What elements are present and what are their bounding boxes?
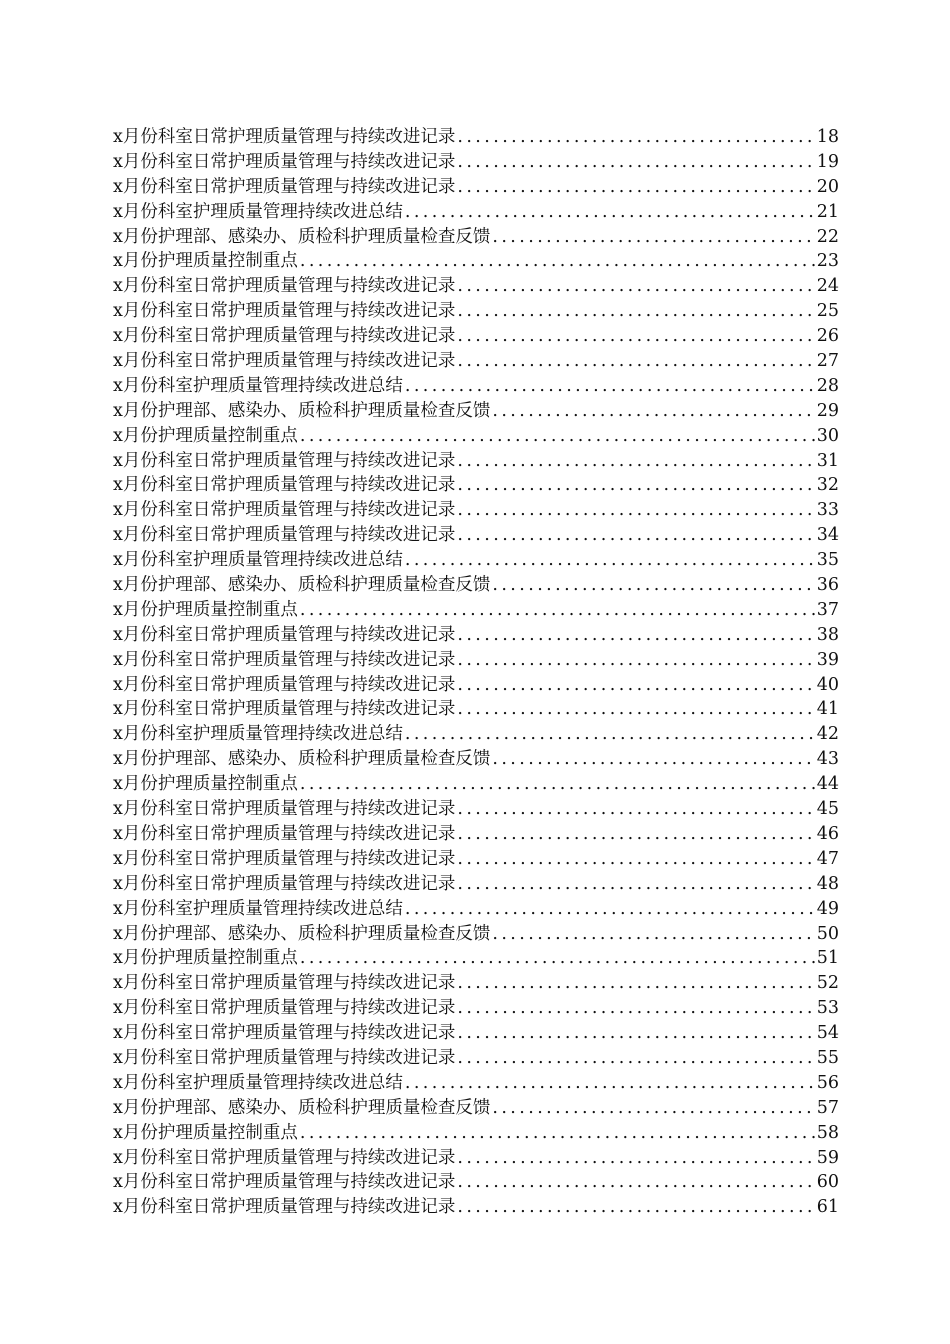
toc-dot-leader (298, 772, 815, 797)
toc-dot-leader (455, 523, 814, 548)
toc-entry-page-number: 24 (816, 276, 839, 297)
toc-entry[interactable] (113, 374, 839, 399)
toc-entry-page-number: 60 (816, 1172, 839, 1193)
toc-entry-title: x月份护理质量控制重点 (113, 1122, 298, 1143)
toc-entry[interactable] (113, 822, 839, 847)
toc-entry-page-number: 61 (816, 1197, 839, 1218)
toc-dot-leader (455, 872, 814, 897)
toc-dot-leader (455, 449, 814, 474)
toc-entry[interactable] (113, 697, 839, 722)
toc-entry-page-number: 33 (816, 500, 839, 521)
toc-dot-leader (455, 299, 814, 324)
toc-dot-leader (490, 399, 814, 424)
toc-entry[interactable] (113, 324, 839, 349)
toc-entry-title: x月份科室日常护理质量管理与持续改进记录 (113, 1147, 456, 1168)
toc-entry[interactable] (113, 349, 839, 374)
toc-entry-page-number: 49 (816, 898, 839, 919)
toc-entry[interactable] (113, 971, 839, 996)
toc-entry-page-number: 36 (816, 575, 839, 596)
toc-entry[interactable] (113, 922, 839, 947)
toc-entry-page-number: 58 (816, 1122, 839, 1143)
toc-entry-page-number: 54 (816, 1023, 839, 1044)
toc-entry[interactable] (113, 1096, 839, 1121)
toc-dot-leader (298, 249, 815, 274)
toc-entry-title: x月份科室日常护理质量管理与持续改进记录 (113, 674, 456, 695)
toc-entry[interactable] (113, 1195, 839, 1220)
toc-entry-page-number: 40 (816, 674, 839, 695)
toc-dot-leader (455, 623, 814, 648)
toc-entry[interactable] (113, 673, 839, 698)
toc-dot-leader (455, 498, 814, 523)
toc-entry-title: x月份科室日常护理质量管理与持续改进记录 (113, 624, 456, 645)
toc-entry[interactable] (113, 150, 839, 175)
toc-entry-title: x月份护理部、感染办、质检科护理质量检查反馈 (113, 749, 491, 770)
toc-entry[interactable] (113, 274, 839, 299)
toc-entry[interactable] (113, 1121, 839, 1146)
toc-dot-leader (403, 548, 815, 573)
toc-dot-leader (490, 1096, 814, 1121)
toc-dot-leader (455, 822, 814, 847)
toc-entry[interactable] (113, 498, 839, 523)
toc-entry-page-number: 28 (816, 375, 839, 396)
toc-entry-page-number: 19 (816, 151, 839, 172)
toc-entry-title: x月份科室护理质量管理持续改进总结 (113, 1072, 403, 1093)
toc-entry[interactable] (113, 797, 839, 822)
toc-dot-leader (455, 1046, 814, 1071)
toc-entry-page-number: 51 (816, 948, 839, 969)
toc-dot-leader (455, 473, 814, 498)
toc-entry-page-number: 57 (816, 1097, 839, 1118)
toc-entry-page-number: 46 (816, 823, 839, 844)
toc-entry-title: x月份科室日常护理质量管理与持续改进记录 (113, 1023, 456, 1044)
toc-dot-leader (403, 897, 815, 922)
toc-entry[interactable] (113, 299, 839, 324)
toc-entry-page-number: 44 (816, 774, 839, 795)
toc-dot-leader (455, 847, 814, 872)
toc-dot-leader (455, 150, 814, 175)
toc-entry-title: x月份护理质量控制重点 (113, 948, 298, 969)
toc-entry-page-number: 37 (816, 599, 839, 620)
toc-entry[interactable] (113, 847, 839, 872)
toc-entry-title: x月份科室日常护理质量管理与持续改进记录 (113, 525, 456, 546)
toc-entry-page-number: 34 (816, 525, 839, 546)
toc-entry-page-number: 38 (816, 624, 839, 645)
toc-dot-leader (403, 374, 815, 399)
toc-dot-leader (455, 324, 814, 349)
toc-entry-title: x月份科室日常护理质量管理与持续改进记录 (113, 649, 456, 670)
toc-entry[interactable] (113, 249, 839, 274)
toc-entry-title: x月份科室日常护理质量管理与持续改进记录 (113, 351, 456, 372)
toc-entry-title: x月份科室日常护理质量管理与持续改进记录 (113, 799, 456, 820)
toc-entry-page-number: 23 (816, 251, 839, 272)
table-of-contents (113, 125, 839, 1220)
toc-dot-leader (490, 922, 814, 947)
toc-entry[interactable] (113, 1046, 839, 1071)
toc-entry-title: x月份科室日常护理质量管理与持续改进记录 (113, 848, 456, 869)
toc-entry-page-number: 29 (816, 400, 839, 421)
toc-entry-page-number: 20 (816, 176, 839, 197)
toc-entry-title: x月份科室日常护理质量管理与持续改进记录 (113, 326, 456, 347)
toc-entry[interactable] (113, 722, 839, 747)
toc-entry[interactable] (113, 897, 839, 922)
toc-entry-page-number: 30 (816, 425, 839, 446)
toc-entry[interactable] (113, 175, 839, 200)
toc-entry[interactable] (113, 747, 839, 772)
toc-dot-leader (298, 424, 815, 449)
toc-entry-title: x月份科室日常护理质量管理与持续改进记录 (113, 500, 456, 521)
toc-entry-page-number: 25 (816, 301, 839, 322)
toc-entry-page-number: 42 (816, 724, 839, 745)
toc-entry-title: x月份科室日常护理质量管理与持续改进记录 (113, 127, 456, 147)
toc-entry-title: x月份科室日常护理质量管理与持续改进记录 (113, 151, 456, 172)
toc-entry-page-number: 47 (816, 848, 839, 869)
toc-entry[interactable] (113, 399, 839, 424)
toc-dot-leader (455, 1195, 814, 1220)
toc-dot-leader (298, 598, 815, 623)
toc-entry-page-number: 59 (816, 1147, 839, 1168)
toc-entry[interactable] (113, 1021, 839, 1046)
toc-entry-title: x月份护理部、感染办、质检科护理质量检查反馈 (113, 575, 491, 596)
toc-entry-title: x月份科室护理质量管理持续改进总结 (113, 201, 403, 222)
toc-entry-title: x月份科室护理质量管理持续改进总结 (113, 898, 403, 919)
toc-entry-page-number: 55 (816, 1047, 839, 1068)
toc-entry-title: x月份护理部、感染办、质检科护理质量检查反馈 (113, 923, 491, 944)
toc-dot-leader (455, 349, 814, 374)
toc-dot-leader (455, 697, 814, 722)
toc-dot-leader (455, 971, 814, 996)
toc-entry[interactable] (113, 946, 839, 971)
toc-entry-title: x月份护理质量控制重点 (113, 774, 298, 795)
toc-entry-title: x月份护理部、感染办、质检科护理质量检查反馈 (113, 226, 491, 247)
toc-entry-page-number: 35 (816, 550, 839, 571)
toc-entry[interactable] (113, 648, 839, 673)
toc-entry-title: x月份护理部、感染办、质检科护理质量检查反馈 (113, 1097, 491, 1118)
toc-entry[interactable] (113, 548, 839, 573)
toc-dot-leader (490, 225, 814, 250)
toc-entry-title: x月份科室日常护理质量管理与持续改进记录 (113, 699, 456, 720)
toc-entry-page-number: 21 (816, 201, 839, 222)
toc-entry-page-number: 50 (816, 923, 839, 944)
toc-dot-leader (403, 1071, 815, 1096)
toc-entry[interactable] (113, 1071, 839, 1096)
toc-entry[interactable] (113, 772, 839, 797)
toc-dot-leader (455, 125, 814, 150)
toc-entry[interactable] (113, 125, 839, 150)
toc-entry-title: x月份科室日常护理质量管理与持续改进记录 (113, 973, 456, 994)
toc-entry-title: x月份科室护理质量管理持续改进总结 (113, 375, 403, 396)
toc-entry-title: x月份科室日常护理质量管理与持续改进记录 (113, 301, 456, 322)
toc-entry[interactable] (113, 225, 839, 250)
toc-entry-page-number: 56 (816, 1072, 839, 1093)
toc-entry-page-number: 41 (816, 699, 839, 720)
toc-entry[interactable] (113, 996, 839, 1021)
toc-entry[interactable] (113, 598, 839, 623)
toc-entry-title: x月份科室日常护理质量管理与持续改进记录 (113, 276, 456, 297)
toc-entry[interactable] (113, 573, 839, 598)
toc-entry[interactable] (113, 1146, 839, 1171)
toc-entry-page-number: 22 (816, 226, 839, 247)
toc-entry-title: x月份科室日常护理质量管理与持续改进记录 (113, 450, 456, 471)
toc-entry-page-number: 53 (816, 998, 839, 1019)
toc-dot-leader (455, 1170, 814, 1195)
toc-entry-title: x月份科室护理质量管理持续改进总结 (113, 724, 403, 745)
toc-dot-leader (490, 747, 814, 772)
toc-dot-leader (403, 722, 815, 747)
toc-entry[interactable] (113, 473, 839, 498)
toc-entry-title: x月份科室日常护理质量管理与持续改进记录 (113, 1047, 456, 1068)
toc-entry-title: x月份护理质量控制重点 (113, 599, 298, 620)
toc-entry-page-number: 32 (816, 475, 839, 496)
toc-entry-page-number: 31 (816, 450, 839, 471)
toc-entry[interactable] (113, 449, 839, 474)
toc-entry-title: x月份护理质量控制重点 (113, 251, 298, 272)
toc-entry-title: x月份护理质量控制重点 (113, 425, 298, 446)
toc-entry-page-number: 27 (816, 351, 839, 372)
toc-entry-title: x月份科室日常护理质量管理与持续改进记录 (113, 998, 456, 1019)
toc-dot-leader (455, 797, 814, 822)
toc-dot-leader (455, 175, 814, 200)
toc-entry-title: x月份科室日常护理质量管理与持续改进记录 (113, 1197, 456, 1218)
toc-dot-leader (403, 200, 815, 225)
toc-entry-page-number: 48 (816, 873, 839, 894)
toc-dot-leader (490, 573, 814, 598)
toc-dot-leader (455, 1021, 814, 1046)
toc-dot-leader (455, 996, 814, 1021)
toc-entry-page-number: 45 (816, 799, 839, 820)
toc-entry[interactable] (113, 1170, 839, 1195)
toc-entry[interactable] (113, 200, 839, 225)
toc-entry[interactable] (113, 872, 839, 897)
toc-entry-page-number: 39 (816, 649, 839, 670)
toc-entry[interactable] (113, 523, 839, 548)
toc-dot-leader (455, 274, 814, 299)
toc-entry[interactable] (113, 623, 839, 648)
toc-dot-leader (298, 1121, 815, 1146)
toc-entry-title: x月份护理部、感染办、质检科护理质量检查反馈 (113, 400, 491, 421)
toc-entry-page-number: 52 (816, 973, 839, 994)
toc-entry-title: x月份科室日常护理质量管理与持续改进记录 (113, 1172, 456, 1193)
toc-entry-page-number: 43 (816, 749, 839, 770)
toc-entry-title: x月份科室日常护理质量管理与持续改进记录 (113, 475, 456, 496)
toc-entry-title: x月份科室日常护理质量管理与持续改进记录 (113, 176, 456, 197)
toc-entry[interactable] (113, 424, 839, 449)
toc-dot-leader (455, 673, 814, 698)
toc-entry-title: x月份科室护理质量管理持续改进总结 (113, 550, 403, 571)
toc-entry-title: x月份科室日常护理质量管理与持续改进记录 (113, 873, 456, 894)
toc-dot-leader (455, 1146, 814, 1171)
toc-dot-leader (455, 648, 814, 673)
toc-entry-page-number: 26 (816, 326, 839, 347)
toc-dot-leader (298, 946, 815, 971)
toc-entry-page-number: 18 (816, 127, 839, 147)
toc-entry-title: x月份科室日常护理质量管理与持续改进记录 (113, 823, 456, 844)
